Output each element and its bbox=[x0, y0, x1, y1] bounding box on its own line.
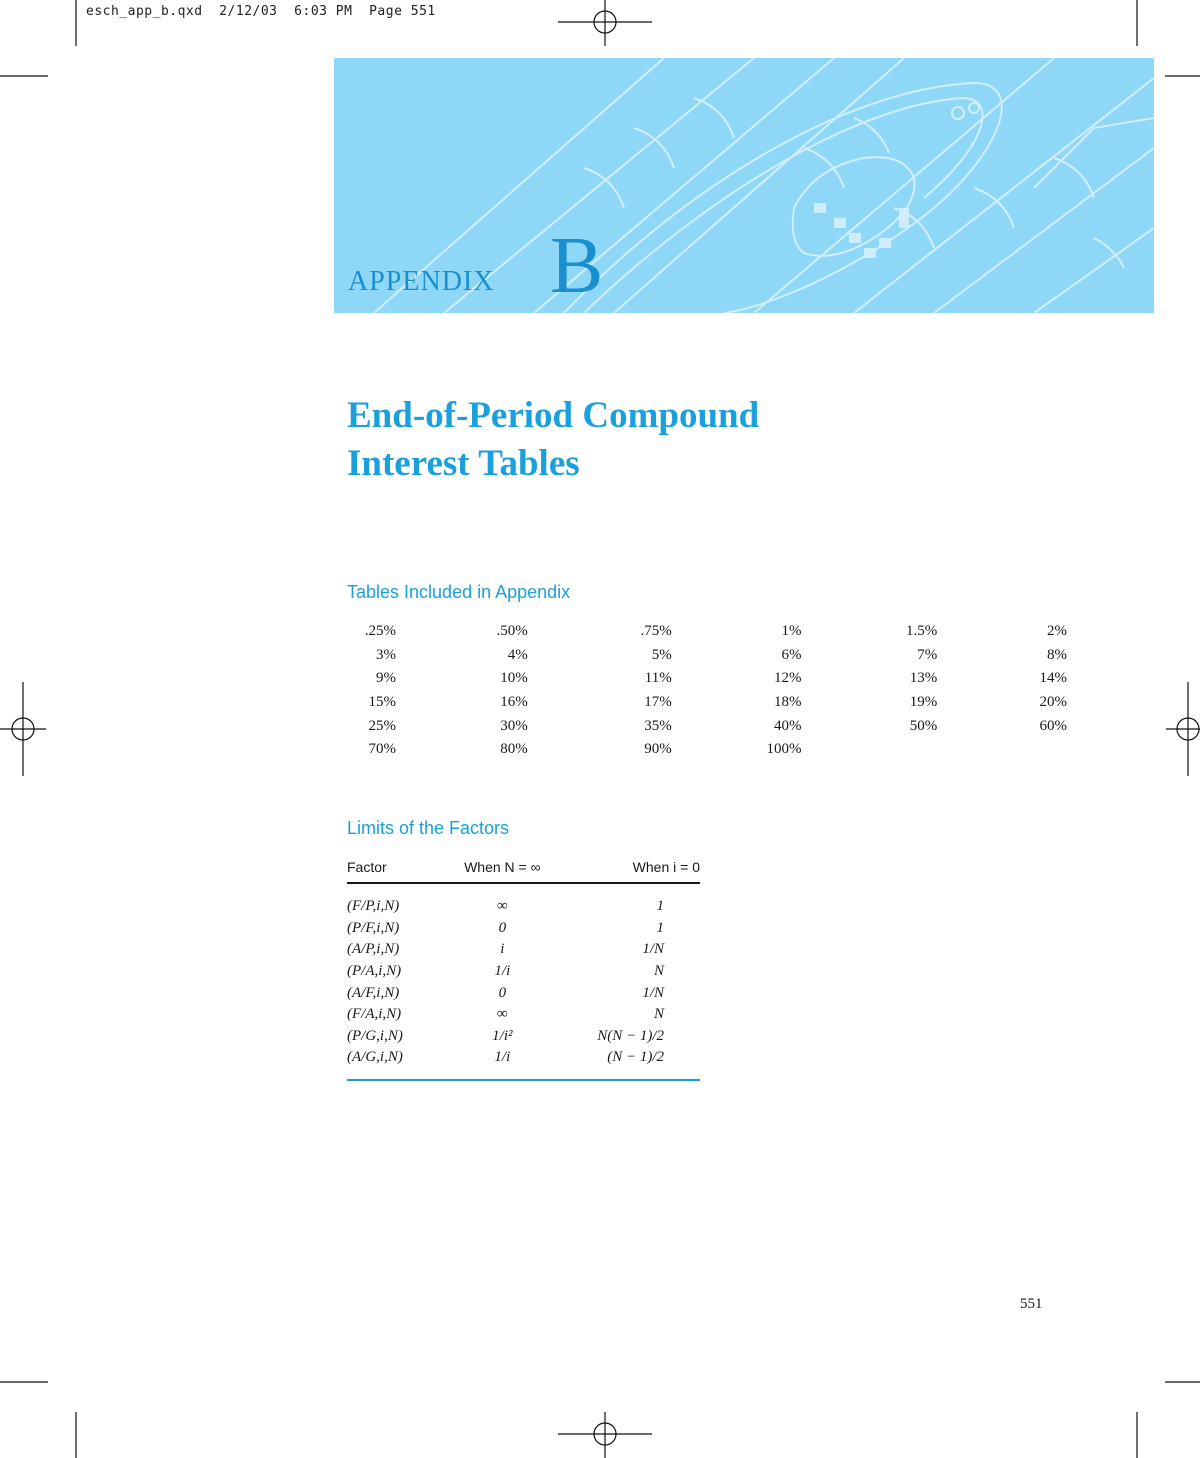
table-row bbox=[347, 620, 1067, 644]
limit-cell: 0 bbox=[498, 919, 507, 936]
limit-cell: 0 bbox=[498, 984, 507, 1001]
rate-cell: 18% bbox=[773, 694, 802, 711]
rate-cell: 1% bbox=[781, 623, 802, 640]
registration-mark-right bbox=[1166, 682, 1200, 776]
page-number: 551 bbox=[1020, 1296, 1043, 1312]
rate-cell: 10% bbox=[500, 670, 528, 687]
rate-cell: 1.5% bbox=[906, 623, 938, 640]
rates-table bbox=[347, 620, 1067, 762]
rate-cell bbox=[801, 738, 937, 762]
table-row bbox=[347, 982, 700, 1004]
column-header-factor: Factor bbox=[347, 852, 449, 883]
rate-cell: 40% bbox=[773, 717, 802, 734]
rate-cell: 60% bbox=[1039, 717, 1067, 734]
tables-included-heading: Tables Included in Appendix bbox=[347, 582, 571, 602]
rate-cell: 11% bbox=[644, 670, 672, 687]
factor-cell: (P/F,i,N) bbox=[347, 919, 400, 936]
limit-cell: 1/i² bbox=[492, 1027, 513, 1044]
limit-cell: (N − 1)/2 bbox=[607, 1049, 664, 1066]
limit-cell: 1 bbox=[656, 919, 664, 936]
page-title bbox=[347, 392, 759, 488]
factor-cell: (P/G,i,N) bbox=[347, 1027, 403, 1044]
rate-cell: 25% bbox=[368, 717, 397, 734]
rate-cell: 16% bbox=[500, 694, 528, 711]
rate-cell: 7% bbox=[917, 646, 938, 663]
limit-cell: ∞ bbox=[496, 898, 508, 915]
rate-cell: 50% bbox=[909, 717, 938, 734]
column-header-when-i-zero: When i = 0 bbox=[556, 852, 700, 883]
rate-cell: 6% bbox=[781, 646, 802, 663]
registration-mark-top bbox=[558, 0, 652, 46]
factor-cell: (F/P,i,N) bbox=[347, 898, 400, 915]
rate-cell: .75% bbox=[640, 623, 672, 640]
rate-cell: 70% bbox=[368, 741, 397, 758]
table-row bbox=[347, 918, 700, 940]
rate-cell: 2% bbox=[1047, 623, 1067, 640]
rate-cell: 90% bbox=[644, 741, 672, 758]
limit-cell: 1/N bbox=[642, 941, 664, 958]
limits-heading: Limits of the Factors bbox=[347, 818, 510, 838]
title-line-1: End-of-Period Compound bbox=[347, 395, 760, 436]
rate-cell: .50% bbox=[496, 623, 528, 640]
table-row bbox=[347, 714, 1067, 738]
rate-cell: .25% bbox=[364, 623, 397, 640]
rate-cell: 80% bbox=[500, 741, 528, 758]
rate-cell bbox=[937, 738, 1067, 762]
limit-cell: N bbox=[653, 963, 664, 980]
table-row bbox=[347, 939, 700, 961]
rate-cell: 12% bbox=[773, 670, 802, 687]
rate-cell: 35% bbox=[644, 717, 672, 734]
rate-cell: 14% bbox=[1039, 670, 1067, 687]
rate-cell: 30% bbox=[500, 717, 528, 734]
rate-cell: 4% bbox=[507, 646, 528, 663]
table-row bbox=[347, 667, 1067, 691]
factor-cell: (A/P,i,N) bbox=[347, 941, 400, 958]
appendix-label: APPENDIX bbox=[348, 266, 495, 297]
factor-cell: (P/A,i,N) bbox=[347, 963, 402, 980]
rate-cell: 5% bbox=[651, 646, 672, 663]
rate-cell: 3% bbox=[376, 646, 397, 663]
table-row bbox=[347, 738, 1067, 762]
limit-cell: 1 bbox=[656, 898, 664, 915]
limit-cell: i bbox=[500, 941, 505, 958]
limit-cell: 1/i bbox=[494, 1049, 511, 1066]
limit-cell: ∞ bbox=[496, 1006, 508, 1023]
table-row bbox=[347, 961, 700, 983]
factor-cell: (A/F,i,N) bbox=[347, 984, 400, 1001]
limit-cell: 1/N bbox=[642, 984, 664, 1001]
rate-cell: 19% bbox=[909, 694, 938, 711]
table-row bbox=[347, 691, 1067, 715]
appendix-letter: B bbox=[550, 222, 604, 310]
slug-line: esch_app_b.qxd 2/12/03 6:03 PM Page 551 bbox=[86, 4, 436, 19]
table-bottom-rule bbox=[347, 1069, 700, 1080]
appendix-banner bbox=[334, 58, 1154, 313]
table-row bbox=[347, 644, 1067, 668]
table-row bbox=[347, 1026, 700, 1048]
table-row bbox=[347, 1004, 700, 1026]
table-row bbox=[347, 896, 700, 918]
rate-cell: 17% bbox=[644, 694, 672, 711]
rate-cell: 13% bbox=[909, 670, 938, 687]
limit-cell: N(N − 1)/2 bbox=[597, 1027, 664, 1044]
limit-cell: N bbox=[653, 1006, 664, 1023]
table-row bbox=[347, 1047, 700, 1069]
factor-cell: (F/A,i,N) bbox=[347, 1006, 402, 1023]
rate-cell: 15% bbox=[368, 694, 397, 711]
factor-cell: (A/G,i,N) bbox=[347, 1049, 403, 1066]
rate-cell: 20% bbox=[1039, 694, 1067, 711]
limits-table bbox=[347, 852, 700, 1081]
registration-mark-left bbox=[0, 682, 46, 776]
title-line-2: Interest Tables bbox=[347, 443, 580, 484]
rate-cell: 100% bbox=[766, 741, 802, 758]
rate-cell: 9% bbox=[376, 670, 397, 687]
rate-cell: 8% bbox=[1047, 646, 1067, 663]
registration-mark-bottom bbox=[558, 1412, 652, 1458]
limit-cell: 1/i bbox=[494, 963, 511, 980]
column-header-when-n-infinite: When N = ∞ bbox=[449, 852, 556, 883]
